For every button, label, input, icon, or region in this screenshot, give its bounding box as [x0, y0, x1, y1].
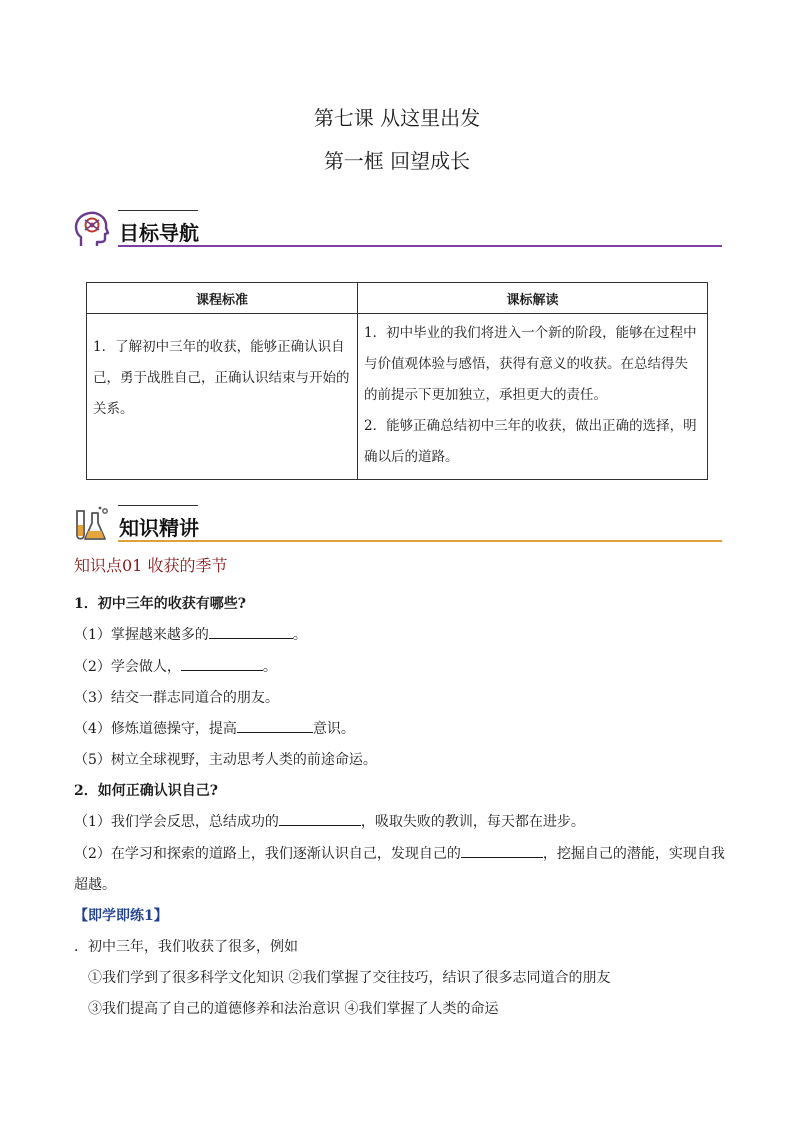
list-item: （1）我们学会反思，总结成功的 ，吸取失败的教训，每天都在进步。	[74, 811, 585, 831]
lab-flask-icon	[72, 505, 112, 545]
knowledge-point-title: 知识点01 收获的季节	[74, 556, 228, 575]
list-item: （4）修炼道德操守，提高 意识。	[74, 718, 355, 738]
list-item: （2）在学习和探索的道路上，我们逐渐认识自己，发现自己的 ，挖掘自己的潜能，实现自我	[74, 843, 725, 863]
table-header-row	[87, 283, 708, 314]
list-item: （3）结交一群志同道合的朋友。	[74, 690, 279, 706]
fill-blank[interactable]	[181, 656, 263, 671]
table-cell-standard	[87, 314, 358, 480]
practice-options: ①我们学到了很多科学文化知识 ②我们掌握了交往技巧，结识了很多志同道合的朋友	[88, 970, 611, 986]
header-accent-line	[118, 505, 198, 506]
practice-label: 【即学即练1】	[74, 908, 168, 924]
section-header-goal	[72, 210, 722, 254]
table-header-standard: 课程标准	[87, 283, 358, 314]
list-item: （2）学会做人， 。	[74, 656, 277, 676]
lesson-title: 第七课 从这里出发	[313, 106, 481, 130]
list-item-continuation: 超越。	[74, 877, 116, 893]
practice-options: ③我们提高了自己的道德修养和法治意识 ④我们掌握了人类的命运	[88, 1001, 499, 1017]
standard-text: 1．了解初中三年的收获，能够正确认识自己，勇于战胜自己，正确认识结束与开始的关系。	[93, 339, 350, 417]
practice-question: ．初中三年，我们收获了很多，例如	[74, 939, 298, 955]
lesson-subtitle: 第一框 回望成长	[323, 149, 471, 173]
question-heading: 2．如何正确认识自己?	[74, 783, 218, 799]
section-rule	[118, 540, 722, 542]
table-cell-interpretation	[358, 314, 708, 480]
question-heading: 1．初中三年的收获有哪些?	[74, 596, 246, 612]
fill-blank[interactable]	[279, 811, 361, 826]
interpretation-item: 1．初中毕业的我们将进入一个新的阶段，能够在过程中与价值观体验与感悟，获得有意义的收获。在总结得失的前提示下更加独立，承担更大的责任。	[364, 325, 697, 403]
head-brain-icon	[72, 210, 112, 250]
fill-blank[interactable]	[237, 718, 313, 733]
curriculum-table	[86, 282, 708, 480]
table-row	[87, 314, 708, 480]
fill-blank[interactable]	[461, 843, 543, 858]
section-rule	[118, 245, 722, 247]
interpretation-item: 2．能够正确总结初中三年的收获，做出正确的选择，明确以后的道路。	[364, 418, 697, 465]
list-item: （1）掌握越来越多的 。	[74, 624, 307, 644]
list-item: （5）树立全球视野，主动思考人类的前途命运。	[74, 752, 377, 768]
section-header-knowledge	[72, 505, 722, 549]
fill-blank[interactable]	[209, 624, 293, 639]
section-label: 目标导航	[119, 221, 199, 245]
table-header-interpretation: 课标解读	[358, 283, 708, 314]
header-accent-line	[118, 210, 198, 211]
section-label: 知识精讲	[119, 516, 199, 540]
